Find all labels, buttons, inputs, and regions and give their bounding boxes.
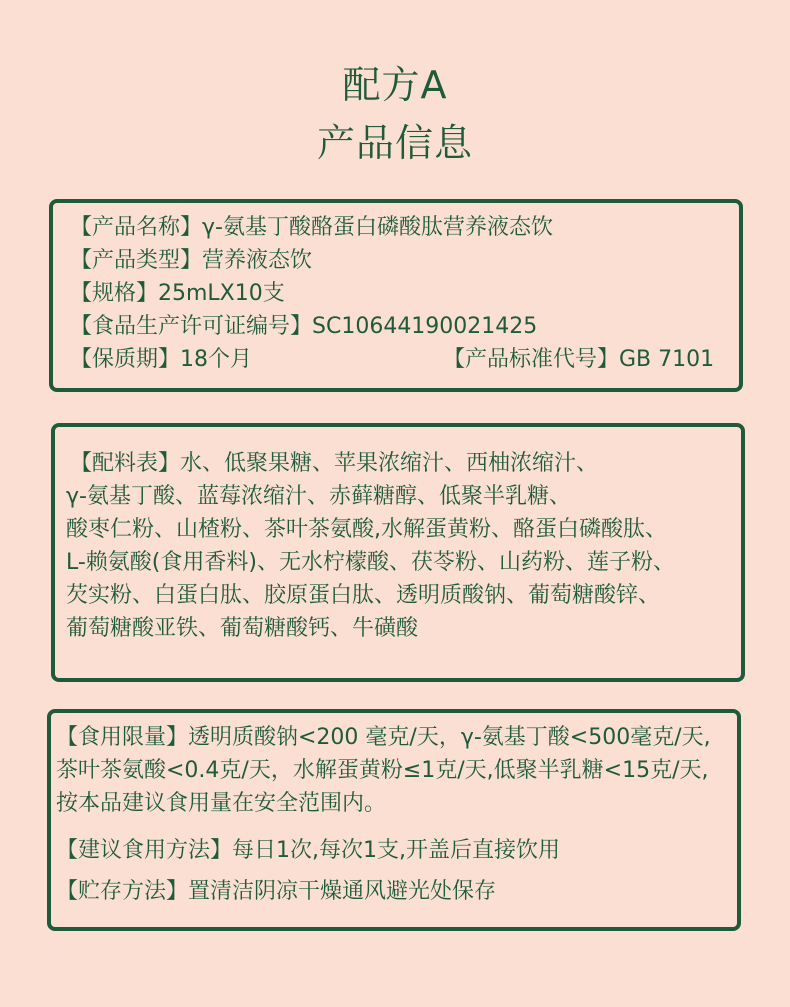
product-standard: 【产品标准代号】GB 7101 [443,347,715,372]
product-name: 【产品名称】γ-氨基丁酸酪蛋白磷酸肽营养液态饮 [70,215,553,240]
ingredients-line: 葡萄糖酸亚铁、葡萄糖酸钙、牛磺酸 [66,616,419,641]
ingredients-line: 酸枣仁粉、山楂粉、茶叶茶氨酸,水解蛋黄粉、酪蛋白磷酸肽、 [66,517,667,542]
formula-title: 配方A [342,63,448,107]
product-info-title: 产品信息 [316,121,473,165]
ingredients-line: L-赖氨酸(食用香料)、无水柠檬酸、茯苓粉、山药粉、莲子粉、 [66,550,675,575]
ingredients-line: 【配料表】水、低聚果糖、苹果浓缩汁、西柚浓缩汁、 [70,451,599,476]
usage-limit-line: 【食用限量】透明质酸钠<200 毫克/天，γ-氨基丁酸<500毫克/天, [56,725,711,750]
production-license: 【食品生产许可证编号】SC10644190021425 [70,314,538,339]
ingredients-line: γ-氨基丁酸、蓝莓浓缩汁、赤藓糖醇、低聚半乳糖、 [66,484,571,509]
product-spec: 【规格】25mLX10支 [70,281,285,306]
usage-limit-line: 按本品建议食用量在安全范围内。 [56,791,387,816]
storage-method: 【贮存方法】置清洁阴凉干燥通风避光处保存 [56,879,497,904]
product-type: 【产品类型】营养液态饮 [70,248,313,273]
ingredients-line: 芡实粉、白蛋白肽、胶原蛋白肽、透明质酸钠、葡萄糖酸锌、 [66,583,661,608]
shelf-life: 【保质期】18个月 [70,347,252,372]
usage-limit-line: 茶叶茶氨酸<0.4克/天，水解蛋黄粉≤1克/天,低聚半乳糖<15克/天, [56,758,709,783]
usage-method: 【建议食用方法】每日1次,每次1支,开盖后直接饮用 [56,838,560,863]
